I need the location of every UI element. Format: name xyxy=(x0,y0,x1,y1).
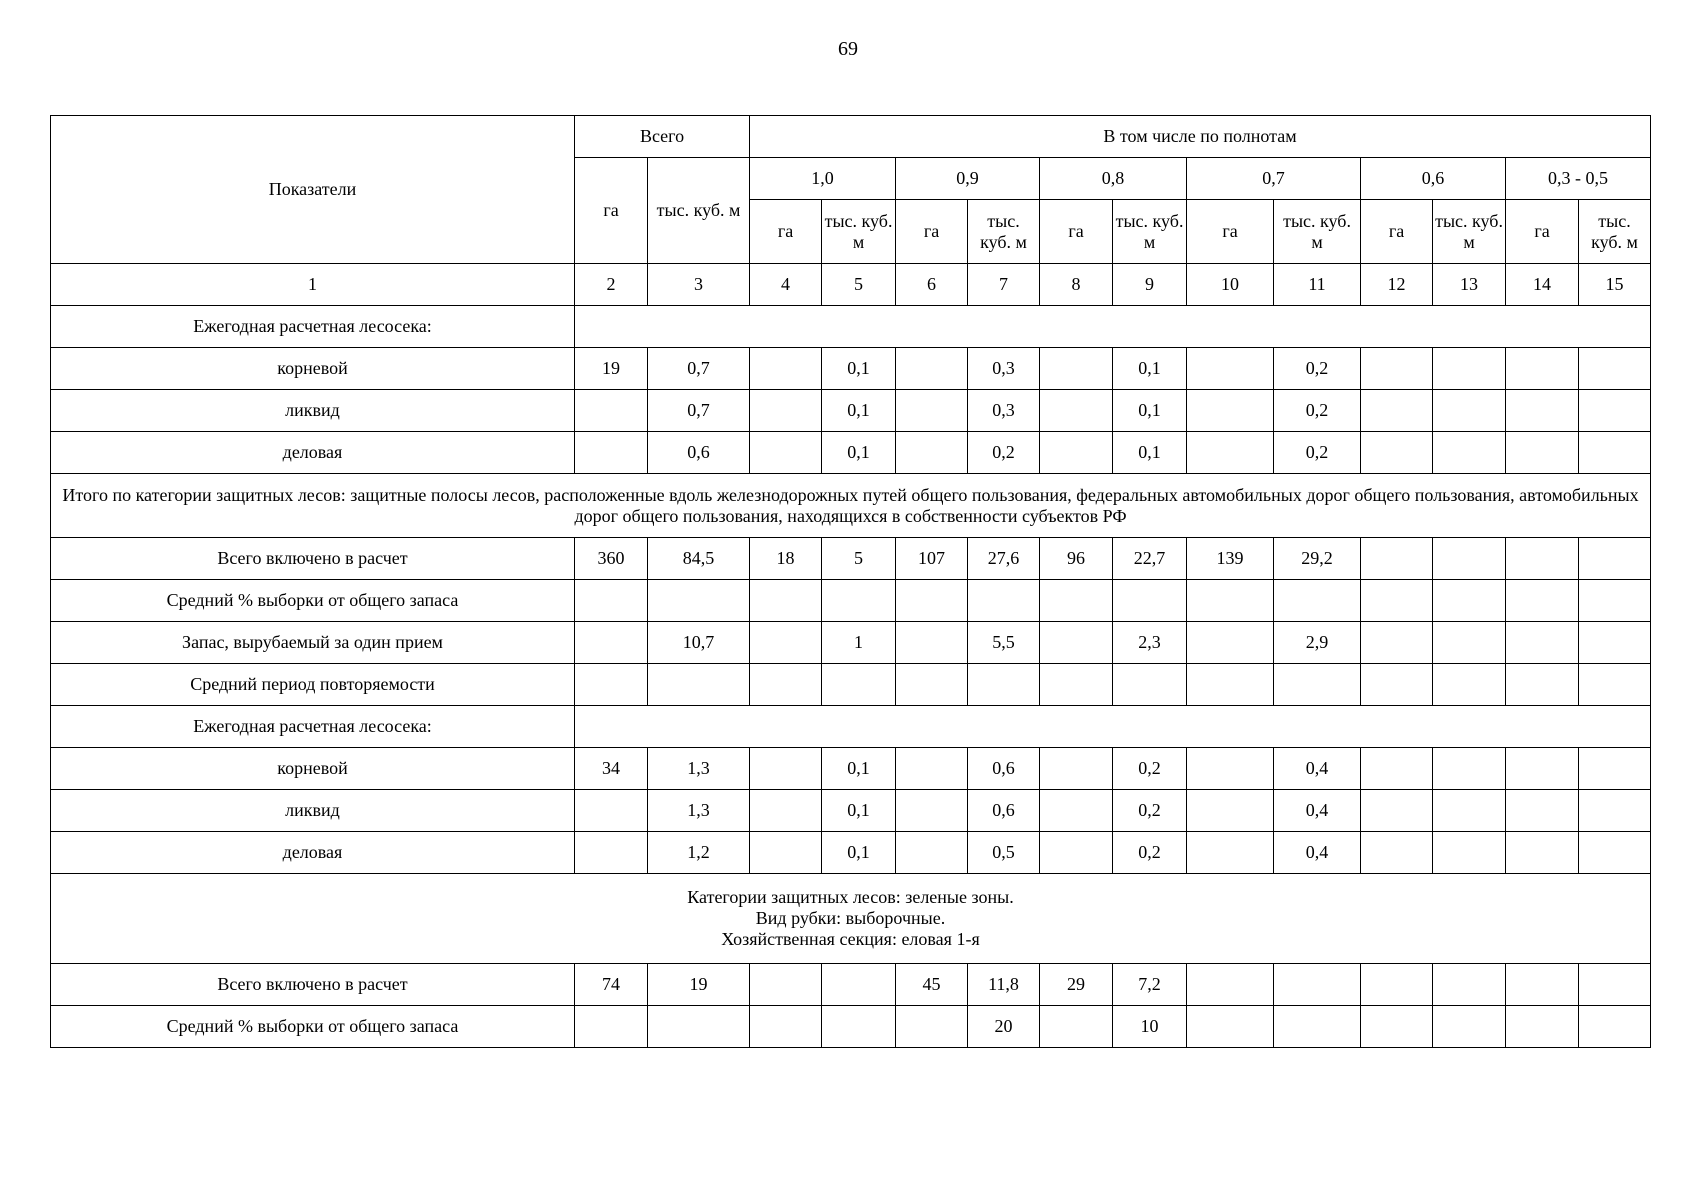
table-cell xyxy=(1433,748,1506,790)
table-cell: 1,3 xyxy=(648,748,750,790)
table-cell xyxy=(1361,622,1433,664)
table-cell xyxy=(1579,348,1651,390)
table-cell xyxy=(1506,748,1579,790)
table-cell xyxy=(648,1006,750,1048)
row-label: Ежегодная расчетная лесосека: xyxy=(51,306,575,348)
table-cell xyxy=(1506,432,1579,474)
table-row xyxy=(51,622,1651,664)
table-cell xyxy=(896,1006,968,1048)
header-unit-ha: га xyxy=(896,200,968,264)
table-cell: 29 xyxy=(1040,964,1113,1006)
table-cell: 19 xyxy=(575,348,648,390)
table-cell xyxy=(896,390,968,432)
header-density-5: 0,6 xyxy=(1361,158,1506,200)
section-title-line: Вид рубки: выборочные. xyxy=(755,908,946,928)
table-cell xyxy=(822,664,896,706)
table-cell xyxy=(1187,348,1274,390)
table-cell xyxy=(896,432,968,474)
table-cell: 45 xyxy=(896,964,968,1006)
header-unit-ha: га xyxy=(1187,200,1274,264)
table-cell xyxy=(750,664,822,706)
row-label: Средний период повторяемости xyxy=(51,664,575,706)
table-cell xyxy=(1433,580,1506,622)
column-number: 15 xyxy=(1579,264,1651,306)
table-cell xyxy=(1433,432,1506,474)
column-number: 7 xyxy=(968,264,1040,306)
table-cell xyxy=(1187,432,1274,474)
table-cell xyxy=(896,664,968,706)
table-cell xyxy=(1187,390,1274,432)
header-total-volume: тыс. куб. м xyxy=(648,158,750,264)
table-cell xyxy=(1040,664,1113,706)
header-density-2: 0,9 xyxy=(896,158,1040,200)
table-cell xyxy=(1187,664,1274,706)
table-cell: 1,2 xyxy=(648,832,750,874)
row-label: корневой xyxy=(51,748,575,790)
row-label: Ежегодная расчетная лесосека: xyxy=(51,706,575,748)
table-cell xyxy=(1579,790,1651,832)
table-cell: 0,2 xyxy=(1113,832,1187,874)
table-cell: 0,2 xyxy=(968,432,1040,474)
table-cell xyxy=(1040,748,1113,790)
table-cell xyxy=(1361,432,1433,474)
table-cell xyxy=(1113,664,1187,706)
table-cell xyxy=(648,580,750,622)
header-density-3: 0,8 xyxy=(1040,158,1187,200)
table-cell xyxy=(1433,390,1506,432)
table-cell: 0,1 xyxy=(1113,348,1187,390)
header-density-1: 1,0 xyxy=(750,158,896,200)
table-cell xyxy=(575,390,648,432)
table-cell xyxy=(1579,664,1651,706)
empty-merged-cell xyxy=(575,706,1651,748)
table-cell: 1,3 xyxy=(648,790,750,832)
table-cell xyxy=(822,1006,896,1048)
empty-merged-cell xyxy=(575,306,1651,348)
table-cell: 10 xyxy=(1113,1006,1187,1048)
table-cell xyxy=(1187,1006,1274,1048)
table-cell: 0,4 xyxy=(1274,790,1361,832)
table-cell xyxy=(750,790,822,832)
table-cell xyxy=(1040,622,1113,664)
table-cell: 2,3 xyxy=(1113,622,1187,664)
table-cell xyxy=(1433,790,1506,832)
section-header-row xyxy=(51,874,1651,964)
table-cell: 2,9 xyxy=(1274,622,1361,664)
table-cell: 0,1 xyxy=(822,832,896,874)
column-number: 4 xyxy=(750,264,822,306)
table-cell xyxy=(1361,390,1433,432)
row-label: Средний % выборки от общего запаса xyxy=(51,1006,575,1048)
table-cell xyxy=(822,964,896,1006)
table-cell xyxy=(1040,832,1113,874)
column-number: 10 xyxy=(1187,264,1274,306)
table-row xyxy=(51,390,1651,432)
row-label: деловая xyxy=(51,832,575,874)
header-unit-volume: тыс. куб. м xyxy=(1274,200,1361,264)
table-cell xyxy=(1579,964,1651,1006)
table-cell xyxy=(1187,790,1274,832)
table-cell: 0,1 xyxy=(1113,390,1187,432)
table-cell xyxy=(1361,964,1433,1006)
table-row xyxy=(51,538,1651,580)
row-label: деловая xyxy=(51,432,575,474)
column-number: 13 xyxy=(1433,264,1506,306)
table-cell: 0,1 xyxy=(822,748,896,790)
table-cell xyxy=(1274,1006,1361,1048)
table-cell xyxy=(1506,580,1579,622)
table-row xyxy=(51,748,1651,790)
table-cell: 20 xyxy=(968,1006,1040,1048)
table-cell xyxy=(1433,964,1506,1006)
table-cell xyxy=(896,790,968,832)
table-cell xyxy=(1040,348,1113,390)
table-cell xyxy=(1579,622,1651,664)
table-cell xyxy=(968,664,1040,706)
header-density-6: 0,3 - 0,5 xyxy=(1506,158,1651,200)
row-label: Всего включено в расчет xyxy=(51,964,575,1006)
table-cell xyxy=(1579,748,1651,790)
table-cell xyxy=(896,580,968,622)
column-number: 6 xyxy=(896,264,968,306)
table-cell xyxy=(1506,790,1579,832)
table-cell: 0,7 xyxy=(648,348,750,390)
table-cell xyxy=(1579,1006,1651,1048)
table-cell: 0,6 xyxy=(648,432,750,474)
row-label: ликвид xyxy=(51,790,575,832)
column-number: 12 xyxy=(1361,264,1433,306)
table-cell xyxy=(750,390,822,432)
table-cell xyxy=(1506,664,1579,706)
table-cell: 7,2 xyxy=(1113,964,1187,1006)
table-cell xyxy=(1040,432,1113,474)
header-total: Всего xyxy=(575,116,750,158)
header-total-ha: га xyxy=(575,158,648,264)
table-cell xyxy=(1040,390,1113,432)
table-cell xyxy=(750,622,822,664)
table-cell xyxy=(1433,832,1506,874)
table-cell xyxy=(1506,832,1579,874)
table-cell: 19 xyxy=(648,964,750,1006)
column-number-row xyxy=(51,264,1651,306)
column-number: 3 xyxy=(648,264,750,306)
column-number: 1 xyxy=(51,264,575,306)
section-title-line: Хозяйственная секция: еловая 1-я xyxy=(721,929,980,949)
table-row xyxy=(51,432,1651,474)
section-title-line: Категории защитных лесов: зеленые зоны. xyxy=(687,887,1014,907)
table-cell: 1 xyxy=(822,622,896,664)
table-cell xyxy=(822,580,896,622)
table-cell xyxy=(750,832,822,874)
table-cell: 139 xyxy=(1187,538,1274,580)
header-density-4: 0,7 xyxy=(1187,158,1361,200)
table-cell: 0,2 xyxy=(1274,348,1361,390)
row-label: корневой xyxy=(51,348,575,390)
table-cell xyxy=(575,1006,648,1048)
table-cell xyxy=(1361,348,1433,390)
table-cell xyxy=(1361,832,1433,874)
header-unit-volume: тыс. куб. м xyxy=(1579,200,1651,264)
column-number: 2 xyxy=(575,264,648,306)
table-cell xyxy=(1187,964,1274,1006)
header-unit-ha: га xyxy=(750,200,822,264)
row-label: Средний % выборки от общего запаса xyxy=(51,580,575,622)
header-unit-volume: тыс. куб. м xyxy=(968,200,1040,264)
section-title-line: Итого по категории защитных лесов: защитные полосы лесов, расположенные вдоль железнодорожных путей общего пользования, федеральных автомобильных дорог общего пользования, автомобильных дорог общего пользования, находящихся в собственности субъектов РФ xyxy=(62,484,1639,526)
table-cell xyxy=(896,832,968,874)
table-cell: 27,6 xyxy=(968,538,1040,580)
table-cell: 0,2 xyxy=(1113,790,1187,832)
table-cell: 0,6 xyxy=(968,790,1040,832)
table-cell xyxy=(1506,348,1579,390)
table-cell: 34 xyxy=(575,748,648,790)
table-cell xyxy=(1113,580,1187,622)
header-row-1 xyxy=(51,116,1651,158)
table-cell xyxy=(1187,832,1274,874)
table-cell xyxy=(1187,748,1274,790)
row-label: Всего включено в расчет xyxy=(51,538,575,580)
table-cell xyxy=(1361,538,1433,580)
table-cell xyxy=(1040,790,1113,832)
column-number: 8 xyxy=(1040,264,1113,306)
table-cell: 84,5 xyxy=(648,538,750,580)
header-unit-volume: тыс. куб. м xyxy=(822,200,896,264)
table-cell: 0,4 xyxy=(1274,748,1361,790)
table-cell: 74 xyxy=(575,964,648,1006)
table-cell: 0,2 xyxy=(1274,432,1361,474)
table-cell: 5,5 xyxy=(968,622,1040,664)
table-row xyxy=(51,348,1651,390)
table-cell xyxy=(750,748,822,790)
table-cell xyxy=(575,580,648,622)
table-cell: 22,7 xyxy=(1113,538,1187,580)
table-cell: 360 xyxy=(575,538,648,580)
table-cell: 0,2 xyxy=(1274,390,1361,432)
table-cell xyxy=(1274,664,1361,706)
subheading-row xyxy=(51,306,1651,348)
header-unit-volume: тыс. куб. м xyxy=(1113,200,1187,264)
table-cell: 0,4 xyxy=(1274,832,1361,874)
header-unit-volume: тыс. куб. м xyxy=(1433,200,1506,264)
table-cell xyxy=(1506,390,1579,432)
table-cell: 0,1 xyxy=(822,348,896,390)
table-row xyxy=(51,580,1651,622)
section-title xyxy=(51,474,1651,538)
table-cell xyxy=(1433,1006,1506,1048)
table-cell xyxy=(1187,580,1274,622)
header-unit-ha: га xyxy=(1040,200,1113,264)
table-cell xyxy=(750,964,822,1006)
table-cell xyxy=(1361,748,1433,790)
table-cell: 0,1 xyxy=(822,790,896,832)
table-cell xyxy=(1040,580,1113,622)
table-cell: 29,2 xyxy=(1274,538,1361,580)
table-cell: 107 xyxy=(896,538,968,580)
table-cell xyxy=(1187,622,1274,664)
table-cell: 0,3 xyxy=(968,390,1040,432)
table-cell xyxy=(896,622,968,664)
table-cell xyxy=(1274,580,1361,622)
page-number: 69 xyxy=(838,38,858,60)
header-unit-ha: га xyxy=(1361,200,1433,264)
table-row xyxy=(51,790,1651,832)
table-cell xyxy=(1274,964,1361,1006)
section-header-row xyxy=(51,474,1651,538)
table-cell xyxy=(1506,964,1579,1006)
table-cell: 0,1 xyxy=(1113,432,1187,474)
column-number: 9 xyxy=(1113,264,1187,306)
table-cell xyxy=(648,664,750,706)
table-cell xyxy=(575,432,648,474)
header-indicators: Показатели xyxy=(51,116,575,264)
table-cell xyxy=(1433,622,1506,664)
table-cell xyxy=(1361,790,1433,832)
table-cell: 11,8 xyxy=(968,964,1040,1006)
row-label: Запас, вырубаемый за один прием xyxy=(51,622,575,664)
table-cell xyxy=(1579,580,1651,622)
table-cell xyxy=(1361,1006,1433,1048)
cutting-area-table xyxy=(50,115,1651,1048)
table-row xyxy=(51,1006,1651,1048)
table-cell xyxy=(1506,538,1579,580)
table-cell xyxy=(1361,580,1433,622)
table-cell: 0,6 xyxy=(968,748,1040,790)
table-cell: 18 xyxy=(750,538,822,580)
column-number: 14 xyxy=(1506,264,1579,306)
table-cell: 0,3 xyxy=(968,348,1040,390)
table-cell: 96 xyxy=(1040,538,1113,580)
table-cell xyxy=(575,664,648,706)
header-unit-ha: га xyxy=(1506,200,1579,264)
table-cell xyxy=(575,790,648,832)
table-cell xyxy=(1506,622,1579,664)
table-cell xyxy=(1579,390,1651,432)
table-cell: 5 xyxy=(822,538,896,580)
table-cell: 0,1 xyxy=(822,390,896,432)
subheading-row xyxy=(51,706,1651,748)
table-row xyxy=(51,964,1651,1006)
row-label: ликвид xyxy=(51,390,575,432)
table-cell xyxy=(1433,664,1506,706)
table-cell xyxy=(896,748,968,790)
table-row xyxy=(51,664,1651,706)
table-row xyxy=(51,832,1651,874)
table-cell xyxy=(750,348,822,390)
column-number: 11 xyxy=(1274,264,1361,306)
table-cell: 0,5 xyxy=(968,832,1040,874)
table-cell: 0,2 xyxy=(1113,748,1187,790)
table-cell xyxy=(968,580,1040,622)
table-cell xyxy=(1433,538,1506,580)
table-cell xyxy=(1506,1006,1579,1048)
table-cell xyxy=(1040,1006,1113,1048)
table-cell xyxy=(1433,348,1506,390)
table-cell xyxy=(575,832,648,874)
table-cell: 0,1 xyxy=(822,432,896,474)
table-cell: 0,7 xyxy=(648,390,750,432)
header-by-density: В том числе по полнотам xyxy=(750,116,1651,158)
table-cell xyxy=(750,1006,822,1048)
table-cell xyxy=(1579,432,1651,474)
table-cell xyxy=(896,348,968,390)
table-cell xyxy=(1361,664,1433,706)
table-cell xyxy=(575,622,648,664)
table-cell xyxy=(1579,538,1651,580)
table-cell xyxy=(750,432,822,474)
table-cell: 10,7 xyxy=(648,622,750,664)
section-title xyxy=(51,874,1651,964)
table-cell xyxy=(750,580,822,622)
table-cell xyxy=(1579,832,1651,874)
column-number: 5 xyxy=(822,264,896,306)
